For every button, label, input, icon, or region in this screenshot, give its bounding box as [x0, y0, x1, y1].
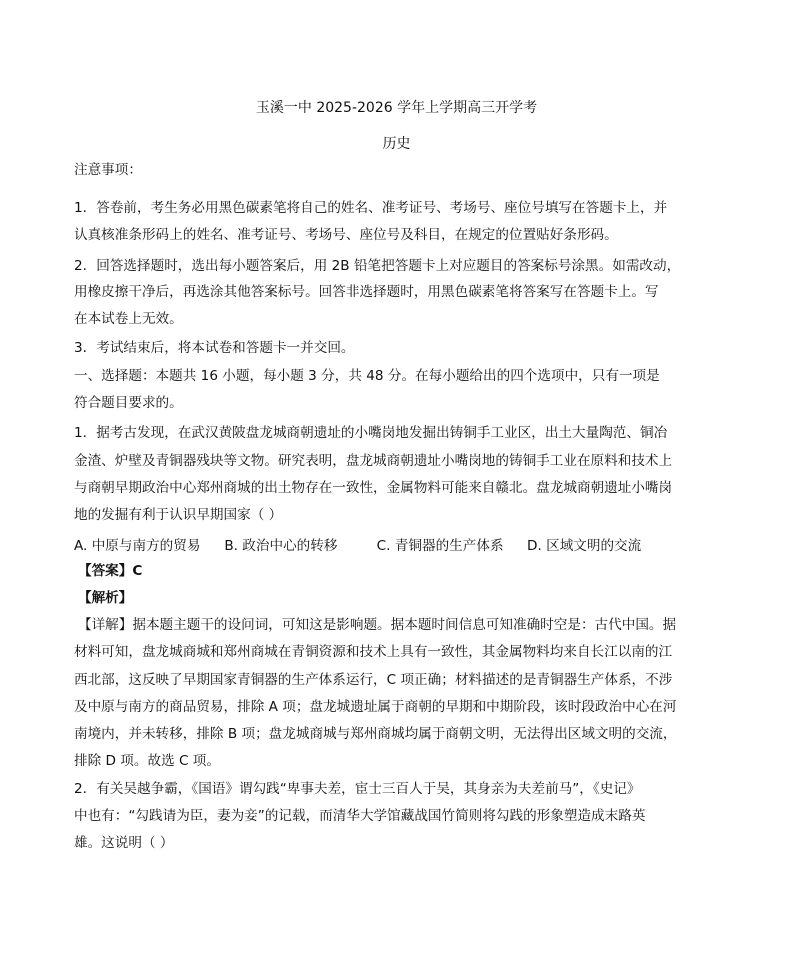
option-b: B. 政治中心的转移 [224, 538, 338, 554]
analysis-label: 【解析】 [78, 590, 133, 606]
notice-item-1-line-1: 1．答卷前，考生务必用黑色碳素笔将自己的姓名、准考证号、考场号、座位号填写在答题卡上，并 [74, 200, 668, 216]
question-2-line-1: 2．有关吴越争霸，《国语》谓勾践“卑事夫差，宦士三百人于吴，其身亲为夫差前马”，《史记》 [74, 781, 641, 797]
detail-line-4: 及中原与南方的商品贸易，排除 A 项；盘龙城遗址属于商朝的早期和中期阶段，该时段政治中心在河 [74, 699, 677, 715]
question-2-line-2: 中也有：“勾践请为臣，妻为妾”的记载，而清华大学馆藏战国竹简则将勾践的形象塑造成末路英 [74, 808, 646, 824]
notice-item-1-line-2: 认真核准条形码上的姓名、准考证号、考场号、座位号及科目，在规定的位置贴好条形码。 [74, 227, 618, 243]
detail-line-2: 材料可知，盘龙城商城和郑州商城在青铜资源和技术上具有一致性，其金属物料均来自长江以南的江 [74, 644, 673, 660]
question-1-line-1: 1．据考古发现，在武汉黄陂盘龙城商朝遗址的小嘴岗地发掘出铸铜手工业区，出土大量陶范、铜冶 [74, 425, 668, 441]
option-a: A. 中原与南方的贸易 [74, 538, 201, 554]
notice-item-2-line-1: 2．回答选择题时，选出每小题答案后，用 2B 铅笔把答题卡上对应题目的答案标号涂黑。如需改动， [74, 258, 681, 274]
answer-label: 【答案】C [78, 563, 143, 579]
question-1-line-2: 金渣、炉壁及青铜器残块等文物。研究表明，盘龙城商朝遗址小嘴岗地的铸铜手工业在原料和技术上 [74, 453, 673, 469]
notice-item-3: 3．考试结束后，将本试卷和答题卡一并交回。 [74, 340, 355, 356]
detail-line-6: 排除 D 项。故选 C 项。 [74, 753, 220, 769]
subject-title: 历史 [382, 136, 411, 152]
section-1-line-2: 符合题目要求的。 [74, 395, 183, 411]
detail-line-1: 【详解】据本题主题干的设问词，可知这是影响题。据本题时间信息可知准确时空是：古代中国。据 [78, 617, 677, 633]
notice-item-2-line-2: 用橡皮擦干净后，再选涂其他答案标号。回答非选择题时，用黑色碳素笔将答案写在答题卡上。写 [74, 284, 659, 300]
question-1-line-3: 与商朝早期政治中心郑州商城的出土物存在一致性，金属物料可能来自赣北。盘龙城商朝遗址小嘴岗 [74, 480, 673, 496]
option-c: C. 青铜器的生产体系 [376, 538, 504, 554]
section-1-line-1: 一、选择题：本题共 16 小题，每小题 3 分，共 48 分。在每小题给出的四个选项中，只有一项是 [74, 368, 660, 384]
question-1-options [74, 534, 641, 554]
notice-item-2-line-3: 在本试卷上无效。 [74, 311, 183, 327]
question-2-line-3: 雄。这说明（ ） [74, 835, 174, 851]
question-1-line-4: 地的发掘有利于认识早期国家（ ） [74, 507, 283, 523]
detail-line-3: 西北部，这反映了早期国家青铜器的生产体系运行，C 项正确；材料描述的是青铜器生产体系，不涉 [74, 672, 673, 688]
notice-heading: 注意事项： [74, 162, 142, 178]
option-d: D. 区域文明的交流 [526, 538, 642, 554]
exam-title: 玉溪一中 2025-2026 学年上学期高三开学考 [255, 100, 538, 116]
detail-line-5: 南境内，并未转移，排除 B 项；盘龙城商城与郑州商城均属于商朝文明，无法得出区域文明的交流， [74, 726, 677, 742]
